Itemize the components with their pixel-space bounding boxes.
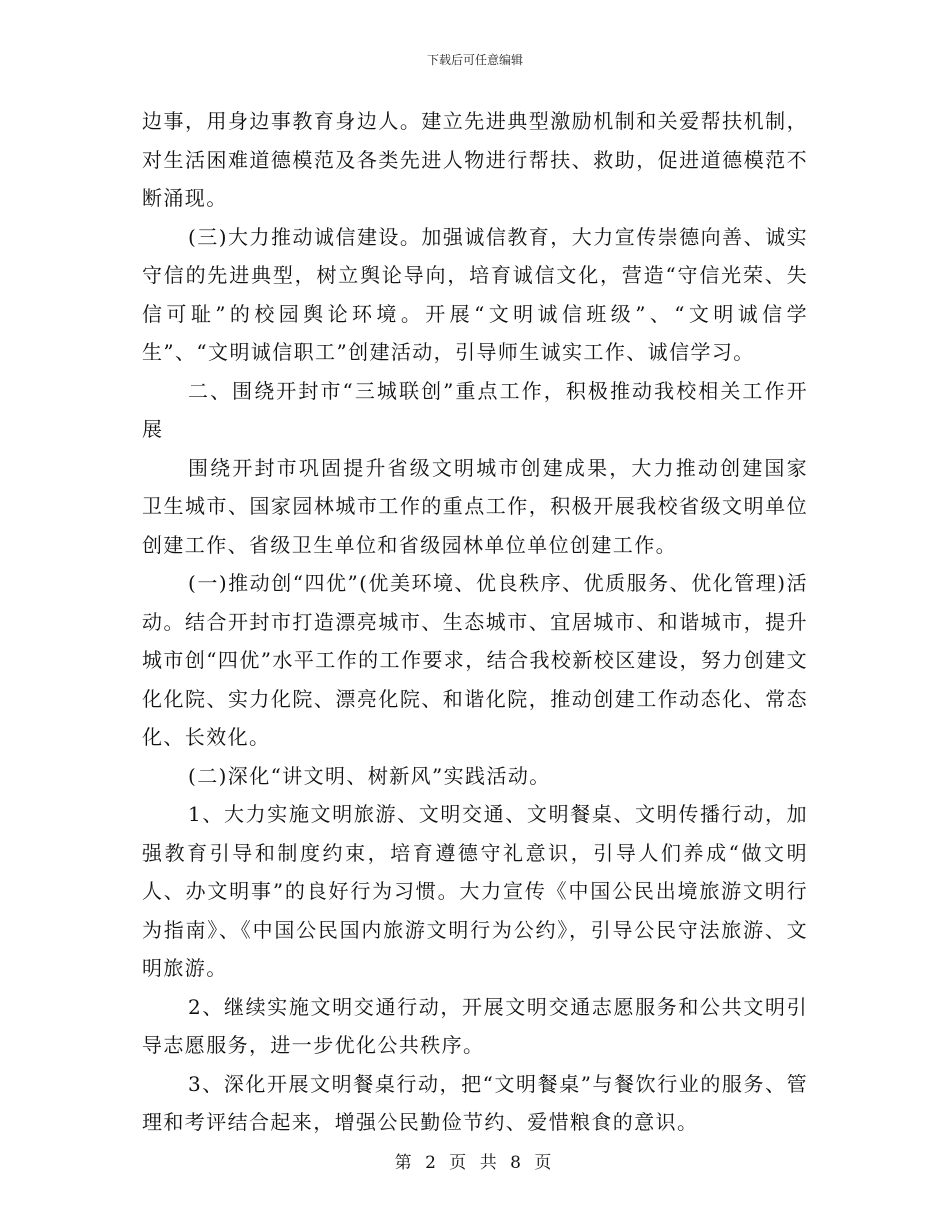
paragraph-item-3: 3、深化开展文明餐桌行动，把“文明餐桌”与餐饮行业的服务、管理和考评结合起来，增强公民勤俭节约、爱惜粮食的意识。 [142,1071,808,1134]
paragraph-integrity-building: (三)大力推动诚信建设。加强诚信教育，大力宣传崇德向善、诚实守信的先进典型，树立舆论导向，培育诚信文化，营造“守信光荣、失信可耻”的校园舆论环境。开展“文明诚信班级”、“文明诚信学生”、“文明诚信职工”创建活动，引导师生诚实工作、诚信学习。 [142,224,808,364]
paragraph-four-excellences: (一)推动创“四优”(优美环境、优良秩序、优质服务、优化管理)活动。结合开封市打造漂亮城市、生态城市、宜居城市、和谐城市，提升城市创“四优”水平工作的工作要求，结合我校新校区建设，努力创建文化化院、实力化院、漂亮化院、和谐化院，推动创建工作动态化、常态化、长效化。 [142,571,808,749]
paragraph-practice-activities: (二)深化“讲文明、树新风”实践活动。 [188,763,551,788]
page-header-note: 下载后可任意编辑 [426,53,523,67]
paragraph-item-2: 2、继续实施文明交通行动，开展文明交通志愿服务和公共文明引导志愿服务，进一步优化公共秩序。 [142,994,808,1057]
section-heading-two: 二、围绕开封市“三城联创”重点工作，积极推动我校相关工作开展 [142,378,808,441]
paragraph-item-1: 1、大力实施文明旅游、文明交通、文明餐桌、文明传播行动，加强教育引导和制度约束，培育遵德守礼意识，引导人们养成“做文明人、办文明事”的良好行为习惯。大力宣传《中国公民出境旅游文明行为指南》、《中国公民国内旅游文明行为公约》，引导公民守法旅游、文明旅游。 [142,802,808,980]
paragraph-civilized-city: 围绕开封市巩固提升省级文明城市创建成果，大力推动创建国家卫生城市、国家园林城市工作的重点工作，积极开展我校省级文明单位创建工作、省级卫生单位和省级园林单位单位创建工作。 [142,455,808,557]
document-body [142,102,808,1142]
paragraph-continuation: 边事，用身边事教育身边人。建立先进典型激励机制和关爱帮扶机制，对生活困难道德模范及各类先进人物进行帮扶、救助，促进道德模范不断涌现。 [142,109,808,210]
page-number: 第 2 页 共 8 页 [394,1153,556,1173]
